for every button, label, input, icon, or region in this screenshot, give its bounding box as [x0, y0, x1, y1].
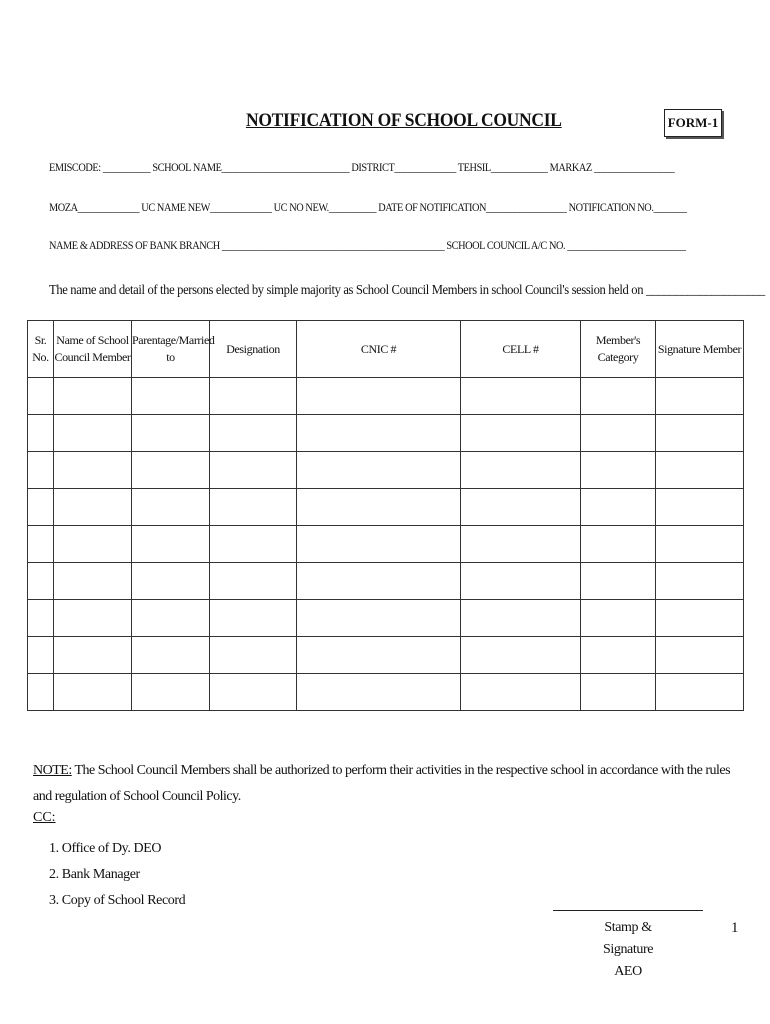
table-cell[interactable]	[297, 526, 461, 563]
table-cell[interactable]	[656, 600, 744, 637]
page-number: 1	[731, 920, 739, 936]
col-header-name: Name of School Council Member	[54, 321, 132, 378]
table-cell[interactable]	[461, 415, 581, 452]
table-row	[28, 526, 744, 563]
table-cell[interactable]	[581, 415, 656, 452]
cc-list	[49, 836, 185, 914]
cc-item: 3. Copy of School Record	[49, 893, 186, 908]
table-cell[interactable]	[132, 637, 210, 674]
intro-text: The name and detail of the persons elected by simple majority as School Council Members in school Council's session held on ____________________	[49, 283, 765, 298]
table-cell[interactable]	[210, 415, 297, 452]
table-cell[interactable]	[28, 452, 54, 489]
table-cell[interactable]	[297, 378, 461, 415]
col-header-cnic: CNIC #	[297, 321, 461, 378]
table-row	[28, 452, 744, 489]
cc-item: 2. Bank Manager	[49, 867, 140, 882]
table-cell[interactable]	[28, 415, 54, 452]
table-cell[interactable]	[461, 637, 581, 674]
table-cell[interactable]	[132, 600, 210, 637]
note-paragraph	[33, 758, 733, 810]
table-cell[interactable]	[54, 452, 132, 489]
field-line-moza: MOZA_____________ UC NAME NEW_____________ UC NO NEW.__________ DATE OF NOTIFICATION_________________ NOTIFICATION NO._______	[49, 200, 687, 214]
table-cell[interactable]	[656, 452, 744, 489]
table-cell[interactable]	[54, 489, 132, 526]
table-cell[interactable]	[54, 600, 132, 637]
table-row	[28, 489, 744, 526]
table-cell[interactable]	[210, 600, 297, 637]
table-row	[28, 600, 744, 637]
table-cell[interactable]	[210, 378, 297, 415]
col-header-designation: Designation	[210, 321, 297, 378]
table-cell[interactable]	[54, 637, 132, 674]
cc-label-text: CC:	[33, 810, 56, 825]
table-cell[interactable]	[297, 600, 461, 637]
table-row	[28, 415, 744, 452]
col-header-parentage: Parentage/Married to	[132, 321, 210, 378]
col-header-category: Member's Category	[581, 321, 656, 378]
table-cell[interactable]	[210, 637, 297, 674]
field-line-emis: EMISCODE: __________ SCHOOL NAME___________________________ DISTRICT_____________ TEHSIL____________ MARKAZ _________________	[49, 160, 675, 174]
table-cell[interactable]	[28, 378, 54, 415]
page-title: NOTIFICATION OF SCHOOL COUNCIL	[246, 110, 562, 131]
table-cell[interactable]	[132, 489, 210, 526]
table-cell[interactable]	[210, 489, 297, 526]
table-cell[interactable]	[656, 378, 744, 415]
table-cell[interactable]	[461, 526, 581, 563]
table-cell[interactable]	[581, 637, 656, 674]
table-cell[interactable]	[28, 563, 54, 600]
table-cell[interactable]	[581, 674, 656, 711]
signature-role: AEO	[614, 964, 642, 979]
table-header-row	[28, 321, 744, 378]
table-cell[interactable]	[461, 489, 581, 526]
table-cell[interactable]	[581, 600, 656, 637]
table-cell[interactable]	[28, 600, 54, 637]
form-label-box: FORM-1	[664, 109, 722, 137]
table-cell[interactable]	[28, 526, 54, 563]
table-cell[interactable]	[54, 415, 132, 452]
table-cell[interactable]	[581, 563, 656, 600]
table-cell[interactable]	[581, 489, 656, 526]
table-cell[interactable]	[461, 563, 581, 600]
table-cell[interactable]	[656, 526, 744, 563]
table-cell[interactable]	[461, 674, 581, 711]
table-cell[interactable]	[656, 637, 744, 674]
table-cell[interactable]	[54, 378, 132, 415]
table-cell[interactable]	[297, 452, 461, 489]
table-cell[interactable]	[656, 489, 744, 526]
table-cell[interactable]	[132, 378, 210, 415]
table-cell[interactable]	[54, 526, 132, 563]
table-cell[interactable]	[297, 489, 461, 526]
table-cell[interactable]	[581, 452, 656, 489]
signature-line	[553, 910, 703, 911]
table-cell[interactable]	[656, 415, 744, 452]
table-cell[interactable]	[581, 526, 656, 563]
table-cell[interactable]	[132, 563, 210, 600]
table-cell[interactable]	[656, 563, 744, 600]
table-cell[interactable]	[28, 674, 54, 711]
table-cell[interactable]	[132, 674, 210, 711]
table-cell[interactable]	[297, 563, 461, 600]
table-row	[28, 378, 744, 415]
table-cell[interactable]	[54, 674, 132, 711]
col-header-cell: CELL #	[461, 321, 581, 378]
table-cell[interactable]	[132, 415, 210, 452]
table-cell[interactable]	[28, 637, 54, 674]
col-header-signature: Signature Member	[656, 321, 744, 378]
table-cell[interactable]	[297, 674, 461, 711]
table-row	[28, 637, 744, 674]
table-cell[interactable]	[461, 452, 581, 489]
members-table	[27, 320, 744, 711]
table-cell[interactable]	[656, 674, 744, 711]
note-text: The School Council Members shall be authorized to perform their activities in the respective school in accordance with the rules and regulation of School Council Policy.	[33, 763, 731, 804]
note-label: NOTE:	[33, 763, 72, 778]
signature-caption: Stamp & Signature	[602, 920, 654, 957]
table-cell[interactable]	[581, 378, 656, 415]
table-cell[interactable]	[461, 378, 581, 415]
cc-label	[33, 810, 56, 826]
table-cell[interactable]	[210, 526, 297, 563]
table-cell[interactable]	[132, 526, 210, 563]
cc-item: 1. Office of Dy. DEO	[49, 841, 162, 856]
table-row	[28, 563, 744, 600]
members-table-body	[28, 378, 744, 711]
table-row	[28, 674, 744, 711]
table-cell[interactable]	[28, 489, 54, 526]
table-cell[interactable]	[132, 452, 210, 489]
table-cell[interactable]	[297, 415, 461, 452]
table-cell[interactable]	[210, 563, 297, 600]
table-cell[interactable]	[297, 637, 461, 674]
table-cell[interactable]	[54, 563, 132, 600]
col-header-sr: Sr. No.	[28, 321, 54, 378]
signature-block	[580, 917, 676, 983]
table-cell[interactable]	[210, 452, 297, 489]
table-cell[interactable]	[210, 674, 297, 711]
field-line-bank: NAME & ADDRESS OF BANK BRANCH _______________________________________________ SCHOOL COUNCIL A/C NO. _________________________	[49, 238, 686, 252]
table-cell[interactable]	[461, 600, 581, 637]
